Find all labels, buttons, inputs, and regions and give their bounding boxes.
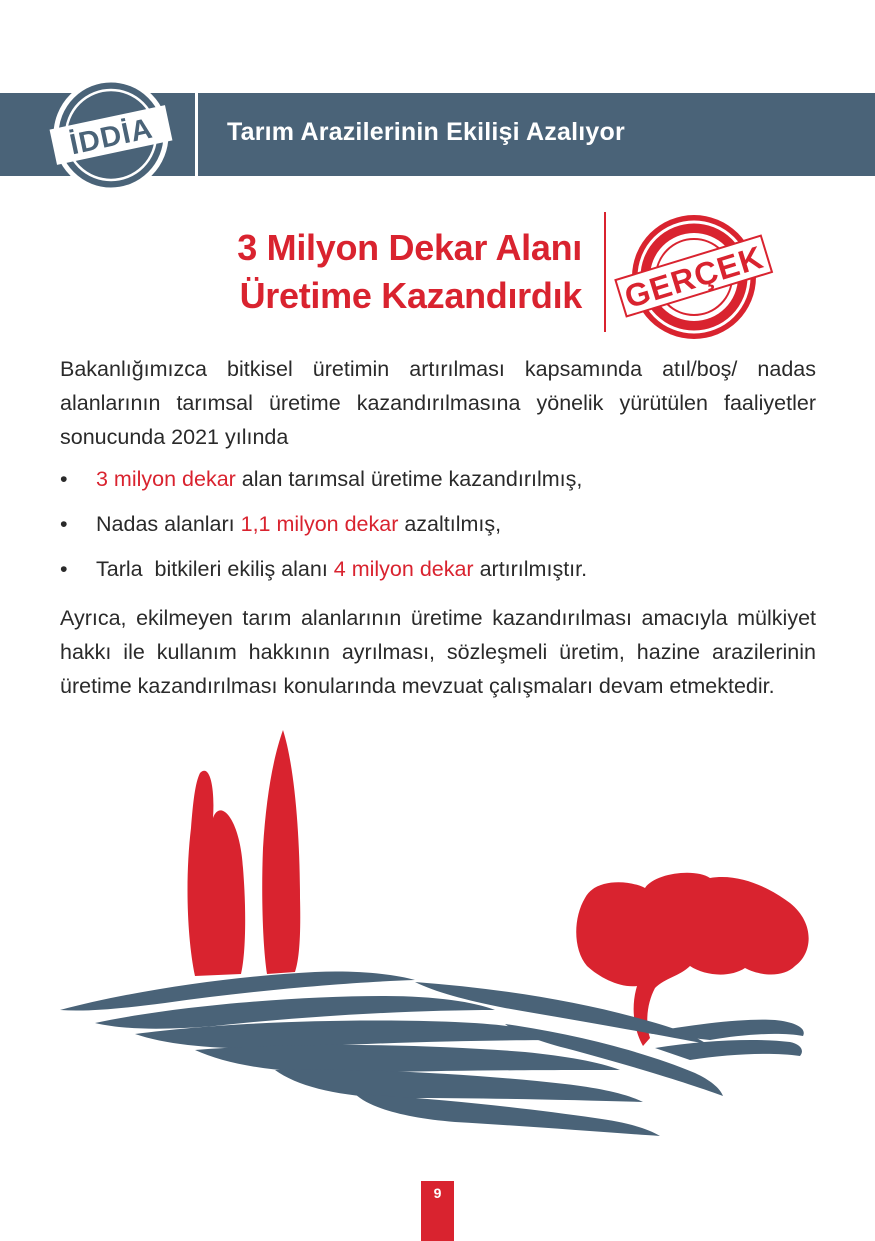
bullet-icon: • [60,467,68,491]
iddia-stamp-icon [46,76,176,194]
page-title: Tarım Arazilerinin Ekilişi Azalıyor [227,118,625,146]
list-item [60,507,816,541]
headline [150,224,582,320]
highlight-value: 1,1 milyon dekar [240,512,399,536]
highlight-value: 3 milyon dekar [96,467,236,491]
banner-divider [195,93,198,176]
gercek-stamp-icon [614,205,774,350]
cypress-tree-icon [262,730,300,974]
closing-paragraph: Ayrıca, ekilmeyen tarım alanlarının üretime kazandırılması amacıyla mülkiyet hakkı ile kullanım hakkının ayrılması, sözleşmeli üretim, hazine arazilerinin üretime kazandırılması konularında mevzuat çalışmaları devam etmektedir. [60,606,816,698]
results-list [60,462,816,597]
page-number: 9 [433,1185,442,1201]
gercek-stamp-text: GERÇEK [620,238,768,316]
list-item-prefix: Nadas alanları [96,512,241,536]
headline-divider [604,212,606,332]
bullet-icon: • [60,557,68,581]
bullet-icon: • [60,512,68,536]
headline-line-1: 3 Milyon Dekar Alanı [237,227,582,268]
iddia-stamp-text: İDDİA [67,112,156,162]
list-item-text: artırılmıştır. [473,557,588,581]
list-item-text: azaltılmış, [398,512,502,536]
cypress-tree-icon [188,771,246,976]
headline-line-2: Üretime Kazandırdık [239,275,582,316]
field-furrows-icon [60,971,804,1136]
highlight-value: 4 milyon dekar [333,557,474,581]
landscape-illustration [55,728,825,1148]
list-item [60,552,816,586]
list-item-prefix: Tarla bitkileri ekiliş alanı [96,557,334,581]
intro-paragraph: Bakanlığımızca bitkisel üretimin artırılması kapsamında atıl/boş/ nadas alanlarının tarımsal üretime kazandırılmasına yönelik yürütülen faaliyetler sonucunda 2021 yılında [60,357,816,449]
list-item [60,462,816,496]
list-item-text: alan tarımsal üretime kazandırılmış, [235,467,583,491]
